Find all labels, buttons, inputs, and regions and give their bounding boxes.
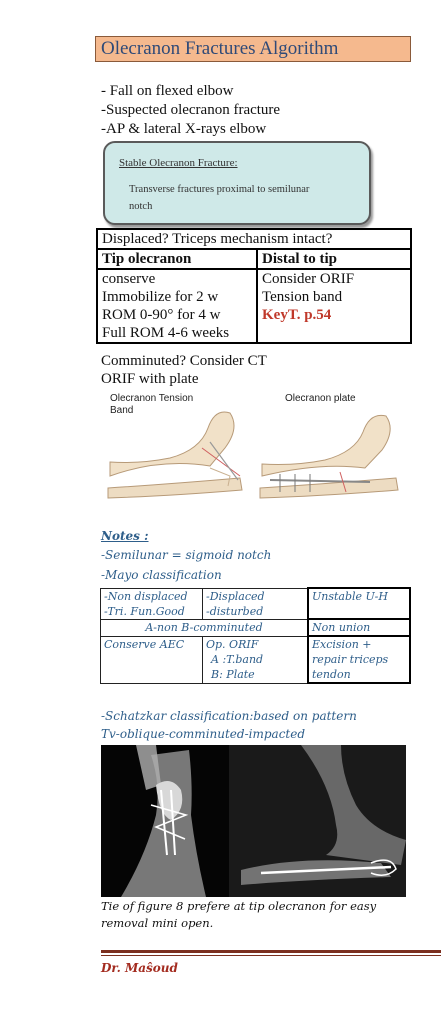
treatment-line: ROM 0-90° for 4 w [102, 307, 221, 323]
footer-rule [101, 950, 441, 953]
treatment-line: Full ROM 4-6 weeks [102, 325, 230, 341]
mayo-cell: A-non B-comminuted [101, 619, 309, 636]
mayo-cell-line: -Tri. Fun.Good [104, 604, 185, 618]
tension-band-drawing [108, 412, 242, 498]
intro-line: -AP & lateral X-rays elbow [101, 121, 267, 137]
mayo-cell-line: -disturbed [206, 604, 264, 618]
comminuted-line: Comminuted? Consider CT [101, 353, 267, 369]
distal-to-tip-treatment [257, 269, 411, 343]
treatment-line: Immobilize for 2 w [102, 289, 219, 305]
stable-fracture-box [103, 141, 371, 225]
mayo-cell-line: repair triceps [312, 653, 389, 666]
stable-fracture-heading: Stable Olecranon Fracture: [119, 157, 238, 169]
mayo-cell [308, 636, 410, 683]
comminuted-line: ORIF with plate [101, 371, 199, 387]
reference-note: KeyT. p.54 [262, 307, 332, 323]
schatzkar-line: -Schatzkar classification:based on pattern [101, 709, 357, 723]
treatment-line: conserve [102, 271, 156, 287]
comminuted-section [101, 352, 267, 388]
mayo-cell-line: A :T.band [211, 652, 264, 666]
elbow-illustration [100, 388, 406, 500]
treatment-line: Consider ORIF [262, 271, 355, 287]
mayo-cell-line: Op. ORIF [206, 637, 259, 651]
mayo-classification-table [100, 587, 411, 684]
xray-images [101, 745, 406, 897]
mayo-cell-line: tendon [312, 668, 351, 681]
page-title: Olecranon Fractures Algorithm [95, 36, 411, 62]
tie-note: Tie of figure 8 prefere at tip olecranon for easy removal mini open. [101, 899, 377, 930]
notes-title: Notes : [101, 529, 149, 543]
intro-line: -Suspected olecranon fracture [101, 102, 281, 118]
stable-fracture-body: Transverse fractures proximal to semilunar notch [129, 184, 310, 212]
displaced-question: Displaced? Triceps mechanism intact? [97, 229, 411, 249]
author-signature: Dr. Maŝoud [101, 961, 178, 975]
tip-olecranon-header: Tip olecranon [97, 249, 257, 269]
tip-olecranon-treatment [97, 269, 257, 343]
mayo-cell: Conserve AEC [101, 636, 203, 683]
mayo-cell-line: Excision + [312, 638, 372, 651]
fixation-figure [100, 388, 406, 500]
displaced-table [96, 228, 412, 344]
notes-line: -Semilunar = sigmoid notch [101, 548, 272, 562]
intro-line: - Fall on flexed elbow [101, 83, 234, 99]
mayo-cell-line: B: Plate [211, 667, 255, 681]
mayo-cell-line: -Non displaced [104, 589, 188, 603]
mayo-cell [101, 588, 203, 619]
notes-line: -Mayo classification [101, 568, 222, 582]
mayo-cell [203, 588, 309, 619]
plate-drawing [260, 415, 398, 498]
xray-drawing [101, 745, 406, 897]
mayo-cell: Unstable U-H [308, 588, 410, 619]
mayo-cell-line: -Displaced [206, 589, 265, 603]
tension-band-label: Olecranon Tension Band [110, 393, 194, 416]
treatment-line: Tension band [262, 289, 343, 305]
distal-to-tip-header: Distal to tip [257, 249, 411, 269]
footer-rule [101, 955, 441, 956]
intro-list [101, 82, 280, 139]
schatzkar-line: Tv-oblique-comminuted-impacted [101, 727, 306, 741]
mayo-cell: Non union [308, 619, 410, 636]
plate-label: Olecranon plate [285, 393, 356, 404]
mayo-cell [203, 636, 309, 683]
